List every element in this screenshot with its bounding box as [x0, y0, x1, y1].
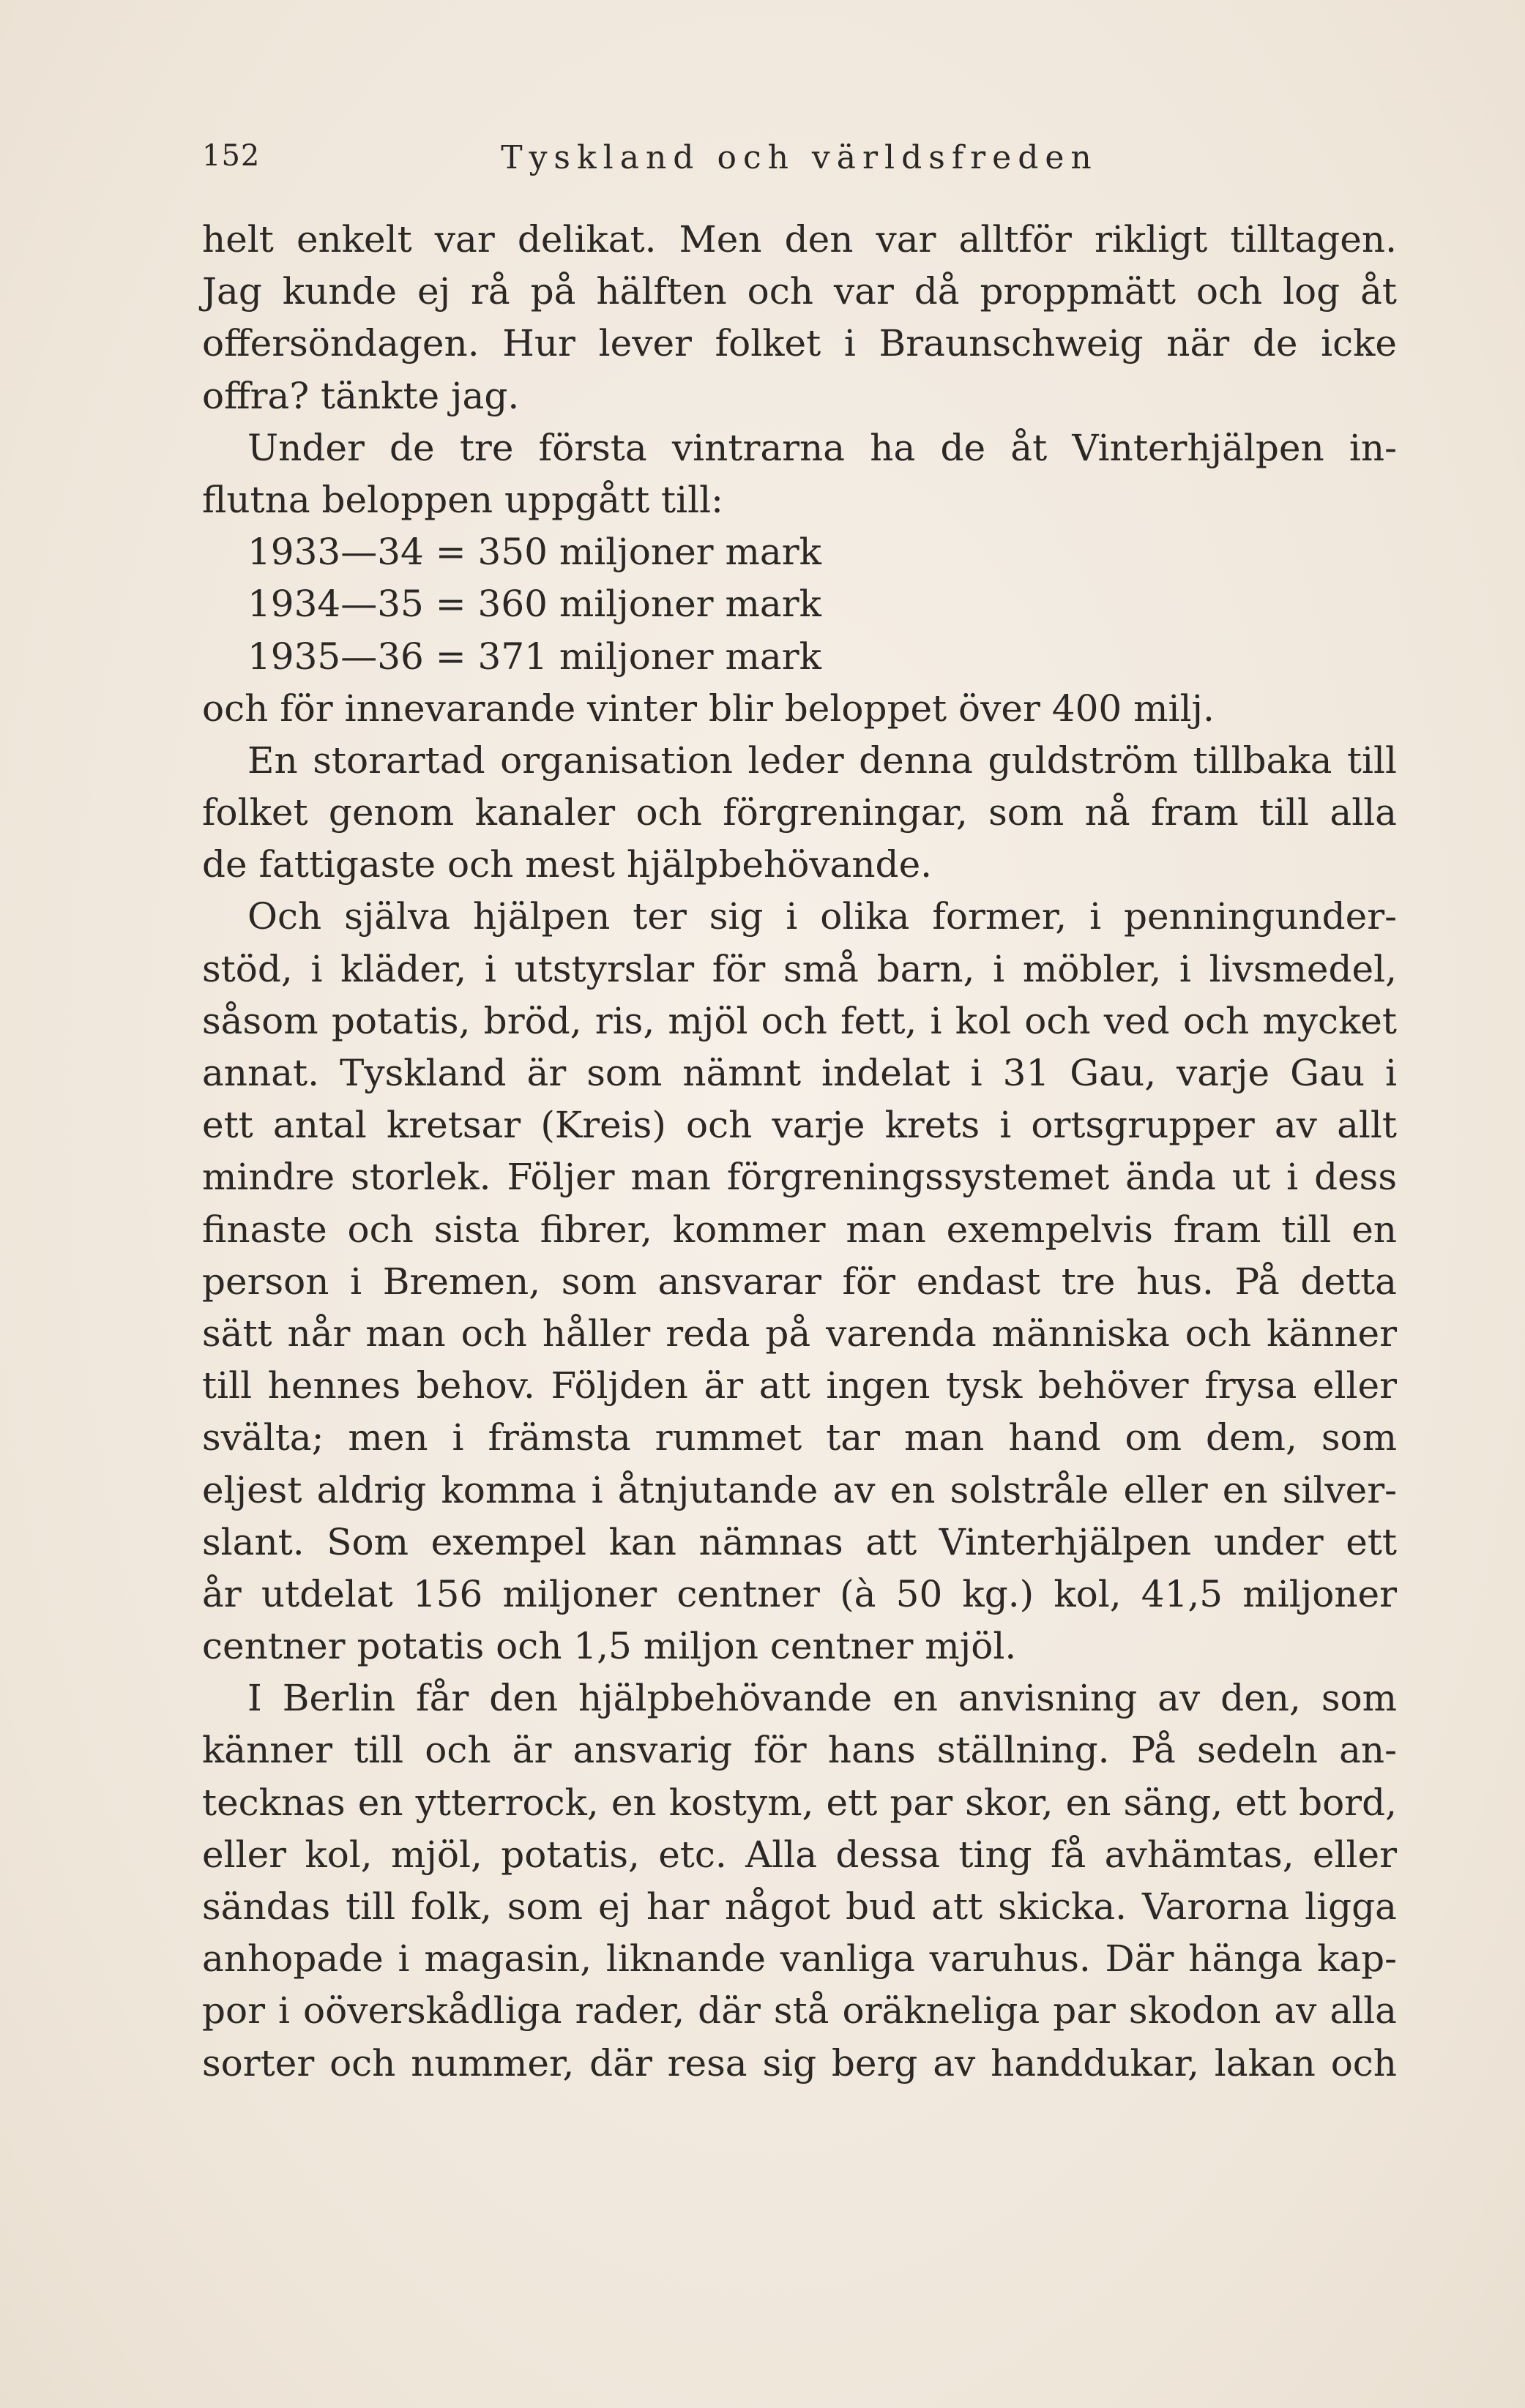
text-line: flutna beloppen uppgått till: — [202, 478, 723, 521]
text-line: tecknas en ytterrock, en kostym, ett par skor, en säng, ett bord, — [202, 1781, 1397, 1824]
text-line: och för innevarande vinter blir beloppet över 400 milj. — [202, 687, 1215, 730]
text-line: finaste och sista fibrer, kommer man exempelvis fram till en — [202, 1208, 1397, 1251]
text-line: anhopade i magasin, liknande vanliga varuhus. Där hänga kap- — [202, 1937, 1397, 1981]
text-line: svälta; men i främsta rummet tar man hand om dem, som — [202, 1416, 1397, 1459]
body-text — [202, 214, 1397, 2090]
text-line: I Berlin får den hjälpbehövande en anvisning av den, som — [247, 1677, 1397, 1720]
text-line: de fattigaste och mest hjälpbehövande. — [202, 843, 933, 886]
page-header — [202, 139, 1397, 183]
text-line: Under de tre första vintrarna ha de åt Vinterhjälpen in- — [247, 426, 1397, 469]
text-line: offersöndagen. Hur lever folket i Braunschweig när de icke — [202, 322, 1397, 365]
text-line: känner till och är ansvarig för hans ställning. På sedeln an- — [202, 1729, 1397, 1772]
text-line: helt enkelt var delikat. Men den var alltför rikligt tilltagen. — [202, 218, 1397, 261]
text-line: person i Bremen, som ansvarar för endast tre hus. På detta — [202, 1260, 1397, 1303]
text-line: sätt når man och håller reda på varenda människa och känner — [202, 1312, 1397, 1355]
text-line: folket genom kanaler och förgreningar, som nå fram till alla — [202, 791, 1397, 834]
text-line: offra? tänkte jag. — [202, 374, 520, 417]
text-line: mindre storlek. Följer man förgreningssystemet ända ut i dess — [202, 1156, 1397, 1199]
text-line: En storartad organisation leder denna guldström tillbaka till — [247, 739, 1397, 782]
text-line: såsom potatis, bröd, ris, mjöl och fett, i kol och ved och mycket — [202, 999, 1397, 1042]
text-line: till hennes behov. Följden är att ingen tysk behöver frysa eller — [202, 1364, 1397, 1407]
table-line: 1934—35 = 360 miljoner mark — [247, 583, 821, 626]
text-line: Jag kunde ej rå på hälften och var då proppmätt och log åt — [202, 270, 1397, 313]
text-line: por i oöverskådliga rader, där stå oräkneliga par skodon av alla — [202, 1989, 1397, 2033]
text-line: slant. Som exempel kan nämnas att Vinterhjälpen under ett — [202, 1520, 1397, 1563]
text-line: sändas till folk, som ej har något bud att skicka. Varorna ligga — [202, 1885, 1397, 1928]
running-title: Tyskland och världsfreden — [501, 139, 1098, 176]
text-line: stöd, i kläder, i utstyrslar för små barn, i möbler, i livsmedel, — [202, 947, 1397, 990]
text-line: annat. Tyskland är som nämnt indelat i 31 Gau, varje Gau i — [202, 1052, 1397, 1094]
text-line: Och själva hjälpen ter sig i olika former, i penningunder- — [247, 895, 1397, 938]
page-number: 152 — [202, 139, 261, 173]
text-line: sorter och nummer, där resa sig berg av handdukar, lakan och — [202, 2041, 1397, 2084]
text-line: centner potatis och 1,5 miljon centner mjöl. — [202, 1625, 1017, 1668]
table-line: 1935—36 = 371 miljoner mark — [247, 635, 821, 678]
text-line: eljest aldrig komma i åtnjutande av en solstråle eller en silver- — [202, 1468, 1397, 1511]
table-line: 1933—34 = 350 miljoner mark — [247, 531, 821, 574]
text-line: ett antal kretsar (Kreis) och varje krets i ortsgrupper av allt — [202, 1104, 1397, 1147]
text-line: eller kol, mjöl, potatis, etc. Alla dessa ting få avhämtas, eller — [202, 1833, 1397, 1876]
text-line: år utdelat 156 miljoner centner (à 50 kg.) kol, 41,5 miljoner — [202, 1572, 1397, 1615]
